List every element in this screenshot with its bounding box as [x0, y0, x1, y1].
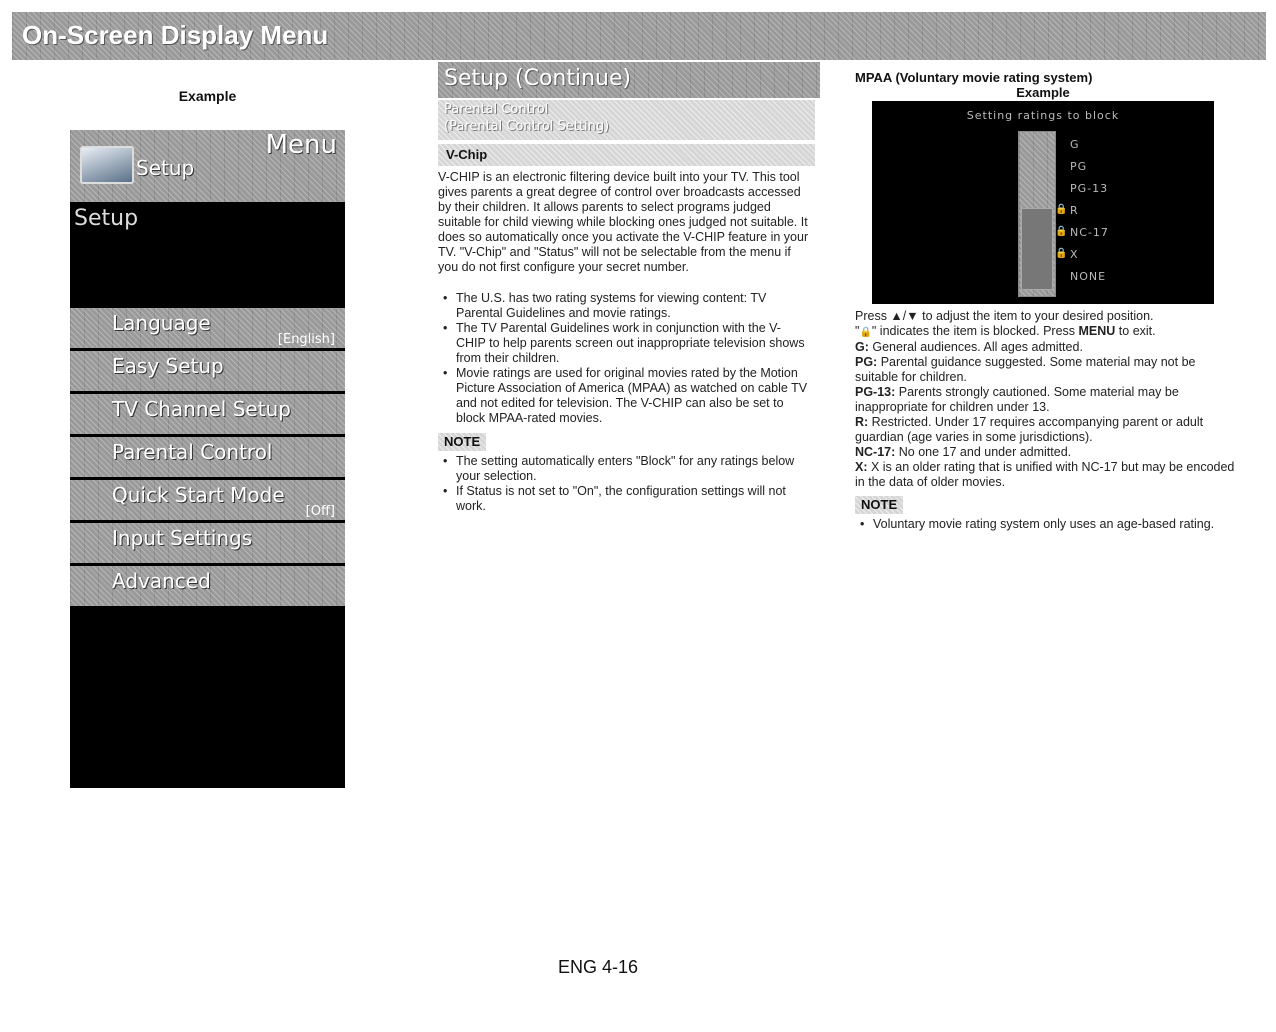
rating-label: X: [1070, 248, 1079, 261]
rating-label: NC-17: [1070, 226, 1109, 239]
rating-label: PG: [1070, 160, 1088, 173]
rating-row-none: [872, 268, 1214, 290]
definition-r: R: Restricted. Under 17 requires accompanying parent or adult guardian (age varies in some jurisdictions).: [855, 415, 1204, 444]
menu-item-value: [Off]: [305, 504, 335, 519]
menu-item-label: Quick Start Mode: [112, 483, 285, 507]
note-bullet-list: [438, 454, 810, 514]
rating-row-g: [872, 136, 1214, 158]
page-number: ENG 4-16: [557, 957, 639, 977]
menu-item-value: [English]: [277, 332, 335, 347]
list-item: • If Status is not set to "On", the configuration settings will not work.: [438, 484, 810, 514]
list-item: • Movie ratings are used for original movies rated by the Motion Picture Association of America (MPAA) as watched on cable TV and not edited for television. The V-CHIP can also be set to block MPAA-rated movies.: [438, 366, 810, 426]
note-tag: [438, 433, 486, 451]
menu-item-label: Parental Control: [112, 440, 273, 464]
list-item: • The TV Parental Guidelines work in conjunction with the V-CHIP to help parents screen out inappropriate television shows from their children.: [438, 321, 810, 366]
rating-label: NONE: [1070, 270, 1107, 283]
rating-row-x: [872, 246, 1214, 268]
rating-screen: [872, 101, 1214, 304]
rating-label: G: [1070, 138, 1080, 151]
menu-item-easy-setup: [70, 351, 345, 391]
page-header-banner: [12, 12, 1266, 60]
menu-item-language: [70, 308, 345, 348]
vchip-paragraph: V-CHIP is an electronic filtering device built into your TV. This tool gives parents a great degree of control over broadcasts accessed by their children. It allows parents to select programs judged suitable for child viewing while blocking ones judged not suitable. It does so automatically once you activate the V-CHIP feature in your TV. "V-Chip" and "Status" will not be selectable from the menu if you do not first configure your secret number.: [438, 170, 809, 274]
note-bullet-list: [855, 517, 1225, 532]
setup-icon: [80, 146, 134, 184]
menu-item-label: Advanced: [112, 569, 211, 593]
definition-x: X: X is an older rating that is unified with NC-17 but may be encoded in the data of older movies.: [855, 460, 1235, 489]
list-item: • The U.S. has two rating systems for viewing content: TV Parental Guidelines and movie ratings.: [438, 291, 810, 321]
parental-control-setting-line: (Parental Control Setting): [444, 119, 610, 134]
mpaa-heading: MPAA (Voluntary movie rating system): [855, 70, 1093, 85]
note-tag: [855, 496, 903, 514]
tv-menu-screen: [70, 130, 345, 788]
note-label: NOTE: [444, 434, 481, 449]
parental-control-path: [438, 100, 815, 140]
lock-icon: 🔒: [859, 327, 872, 338]
definition-nc17: NC-17: No one 17 and under admitted.: [855, 445, 1072, 459]
instructions-text: Press ▲/▼ to adjust the item to your desired position.: [855, 309, 1154, 323]
definition-pg13: PG-13: Parents strongly cautioned. Some material may be inappropriate for children under 13.: [855, 385, 1179, 414]
menu-item-label: Language: [112, 311, 211, 335]
tv-menu-title: Menu: [265, 130, 337, 160]
menu-item-label: Easy Setup: [112, 354, 224, 378]
list-item: • The setting automatically enters "Block" for any ratings below your selection.: [438, 454, 810, 484]
lock-icon: 🔒: [1055, 226, 1068, 237]
lock-hint: "🔒" indicates the item is blocked. Press MENU to exit.: [855, 324, 1156, 338]
rating-row-pg: [872, 158, 1214, 180]
note-label: NOTE: [861, 497, 898, 512]
tv-menu-section-title: Setup: [74, 206, 139, 231]
example-label: Example: [178, 88, 237, 104]
rating-screen-title: Setting ratings to block: [966, 109, 1120, 122]
parental-control-line: Parental Control: [444, 102, 549, 117]
page-title: On-Screen Display Menu: [22, 20, 329, 50]
vchip-bullet-list: [438, 291, 810, 426]
section-banner-title: Setup (Continue): [444, 66, 632, 91]
tv-menu-list: [70, 308, 345, 609]
rating-row-pg13: [872, 180, 1214, 202]
menu-item-label: TV Channel Setup: [112, 397, 291, 421]
menu-item-advanced: [70, 566, 345, 606]
example-label: Example: [1016, 85, 1070, 100]
list-item: • Voluntary movie rating system only uses an age-based rating.: [855, 517, 1225, 532]
lock-icon: 🔒: [1055, 204, 1068, 215]
section-banner: [438, 62, 820, 98]
tv-menu-tab: Setup: [136, 156, 195, 180]
rating-row-nc17: [872, 224, 1214, 246]
rating-label: PG-13: [1070, 182, 1109, 195]
definition-pg: PG: Parental guidance suggested. Some material may not be suitable for children.: [855, 355, 1196, 384]
vchip-heading-label: V-Chip: [446, 147, 488, 162]
menu-item-tv-channel-setup: [70, 394, 345, 434]
menu-item-input-settings: [70, 523, 345, 563]
menu-item-quick-start-mode: [70, 480, 345, 520]
tv-menu-header: [70, 130, 345, 202]
lock-icon: 🔒: [1055, 248, 1068, 259]
menu-item-parental-control: [70, 437, 345, 477]
vchip-heading: [438, 144, 815, 166]
menu-item-label: Input Settings: [112, 526, 253, 550]
rating-label: R: [1070, 204, 1079, 217]
rating-definitions: [855, 309, 1235, 490]
menu-key-label: MENU: [1078, 324, 1116, 338]
rating-row-r: [872, 202, 1214, 224]
definition-g: G: General audiences. All ages admitted.: [855, 340, 1083, 354]
